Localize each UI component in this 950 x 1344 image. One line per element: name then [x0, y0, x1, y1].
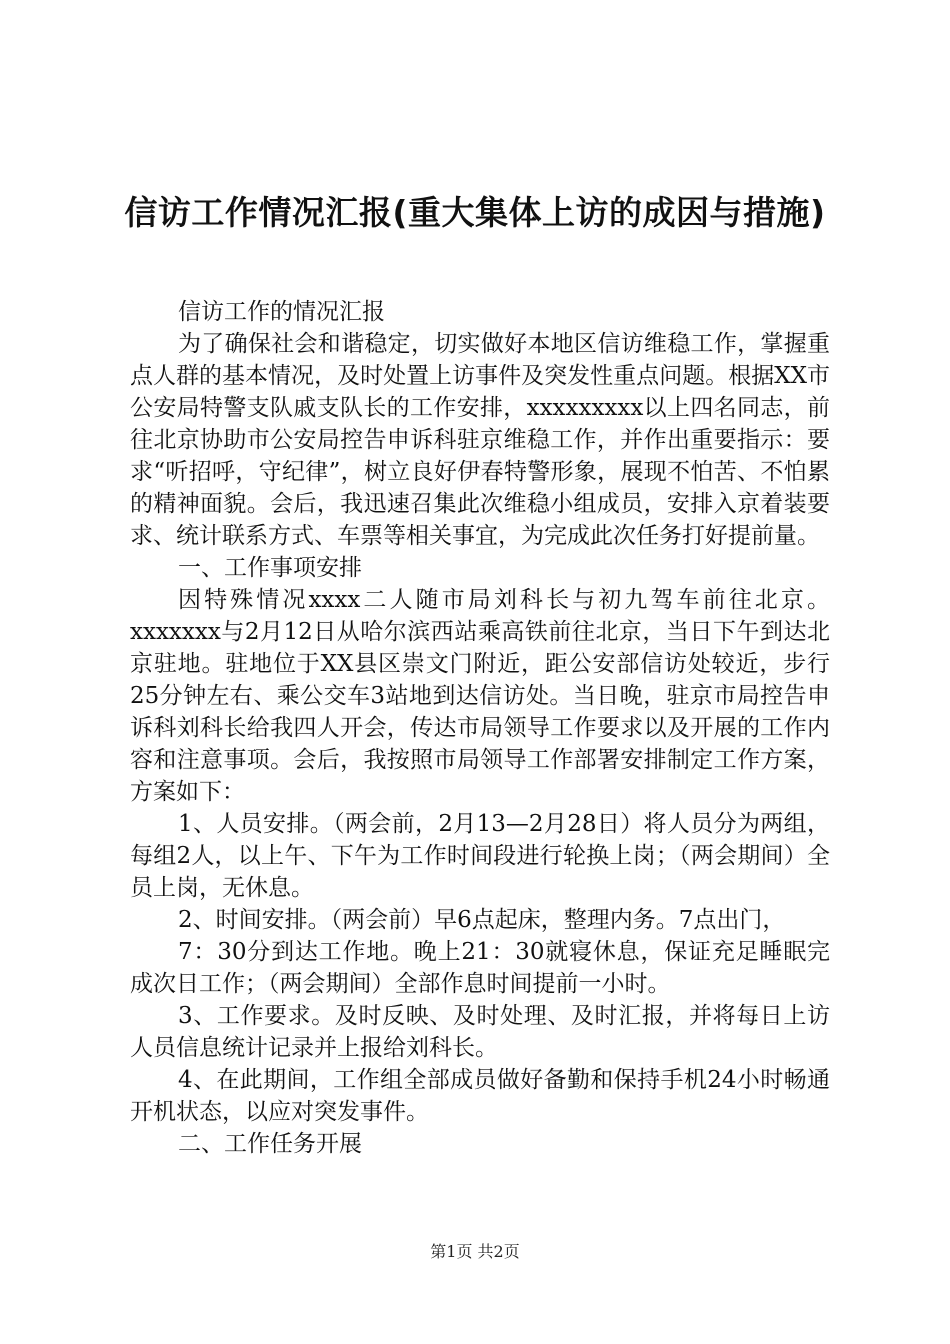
paragraph-arrangement: 因特殊情况xxxx二人随市局刘科长与初九驾车前往北京。xxxxxxx与2月12日从哈尔滨西站乘高铁前往北京，当日下午到达北京驻地。驻地位于XX县区崇文门附近，距公安部信访处较近，步行25分钟左右、乘公交车3站地到达信访处。当日晚，驻京市局控告申诉科刘科长给我四人开会，传达市局领导工作要求以及开展的工作内容和注意事项。会后，我按照市局领导工作部署安排制定工作方案，方案如下：: [130, 587, 830, 805]
list-item-3: 3、工作要求。及时反映、及时处理、及时汇报，并将每日上访人员信息统计记录并上报给刘科长。: [130, 1003, 830, 1061]
document-title: 信访工作情况汇报(重大集体上访的成因与措施): [124, 193, 826, 232]
paragraph-subtitle: 信访工作的情况汇报: [178, 299, 385, 325]
document-body: [130, 296, 830, 1160]
list-item-2: 2、时间安排。（两会前）早6点起床，整理内务。7点出门，: [178, 907, 786, 933]
paragraph-intro: 为了确保社会和谐稳定，切实做好本地区信访维稳工作，掌握重点人群的基本情况，及时处置上访事件及突发性重点问题。根据XX市公安局特警支队戚支队长的工作安排，xxxxxxxxx以上四名同志，前往北京协助市公安局控告申诉科驻京维稳工作，并作出重要指示：要求“听招呼，守纪律”，树立良好伊春特警形象，展现不怕苦、不怕累的精神面貌。会后，我迅速召集此次维稳小组成员，安排入京着装要求、统计联系方式、车票等相关事宜，为完成此次任务打好提前量。: [130, 331, 830, 549]
list-item-1: 1、人员安排。（两会前，2月13—2月28日）将人员分为两组，每组2人，以上午、下午为工作时间段进行轮换上岗；（两会期间）全员上岗，无休息。: [130, 811, 830, 901]
page-number-footer: 第1页 共2页: [430, 1242, 520, 1261]
section-heading-1: 一、工作事项安排: [178, 555, 362, 581]
list-item-4: 4、在此期间，工作组全部成员做好备勤和保持手机24小时畅通开机状态，以应对突发事件。: [130, 1067, 830, 1125]
list-item-2-continued: 7：30分到达工作地。晚上21：30就寝休息，保证充足睡眠完成次日工作；（两会期间）全部作息时间提前一小时。: [130, 939, 830, 997]
section-heading-2: 二、工作任务开展: [178, 1131, 362, 1157]
